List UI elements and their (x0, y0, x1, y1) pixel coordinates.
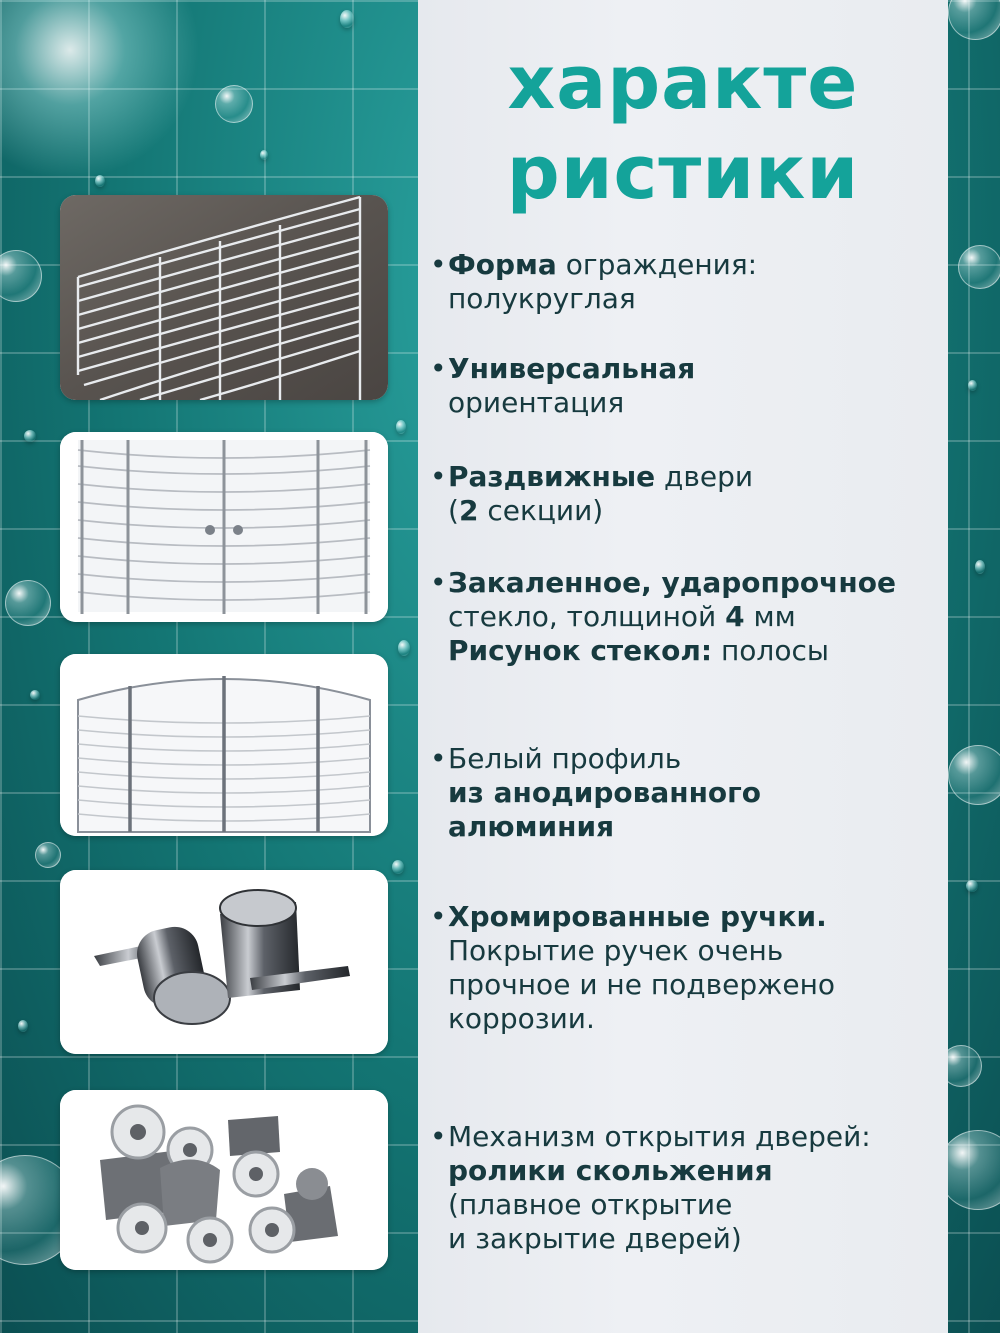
feature-text: Белый профиль (448, 742, 682, 775)
feature-text: Хромированные ручки. (448, 900, 827, 933)
feature-text: ориентация (448, 386, 625, 419)
water-drop (18, 1020, 28, 1032)
shower-corner-photo (60, 195, 388, 400)
water-drop (396, 420, 406, 434)
feature-line (430, 352, 950, 386)
water-drop (966, 880, 978, 892)
page-title (418, 38, 948, 218)
feature-text: ролики скольжения (448, 1154, 773, 1187)
feature-line (430, 900, 950, 934)
bullet-icon: • (430, 460, 447, 493)
feature-text: 2 (458, 494, 479, 527)
water-drop (24, 430, 36, 442)
feature-line (430, 934, 950, 968)
feature-text: стекло, толщиной (448, 600, 726, 633)
feature-text: и закрытие дверей) (448, 1222, 742, 1255)
feature-text: мм (744, 600, 796, 633)
bubble-decoration (948, 745, 1000, 805)
feature-text: коррозии. (448, 1002, 595, 1035)
feature-text: Универсальная (448, 352, 696, 385)
water-drop (340, 10, 354, 28)
feature-item (430, 742, 950, 844)
water-drop (975, 560, 985, 574)
water-drop (30, 690, 40, 700)
feature-line (430, 386, 950, 420)
title-line-2: ристики (506, 130, 860, 216)
shower-arched-frame (60, 654, 388, 836)
water-drop (398, 640, 410, 656)
water-drop (260, 150, 268, 160)
bubble-decoration (35, 842, 61, 868)
feature-text: секции) (478, 494, 604, 527)
feature-line (430, 968, 950, 1002)
feature-line (430, 810, 950, 844)
water-drop (95, 175, 105, 187)
bullet-icon: • (430, 900, 447, 933)
feature-line (430, 494, 950, 528)
feature-text: ограждения: (556, 248, 758, 281)
feature-line (430, 282, 950, 316)
feature-text: Форма (448, 248, 557, 281)
feature-line (430, 460, 950, 494)
feature-text: полосы (712, 634, 829, 667)
chrome-handles (60, 870, 388, 1054)
bullet-icon: • (430, 248, 447, 281)
feature-line (430, 742, 950, 776)
feature-text: Покрытие ручек очень (448, 934, 784, 967)
feature-item (430, 1120, 950, 1256)
feature-item (430, 248, 950, 316)
feature-text: прочное и не подвержено (448, 968, 836, 1001)
feature-item (430, 352, 950, 420)
bullet-icon: • (430, 742, 447, 775)
bullet-icon: • (430, 566, 447, 599)
feature-line (430, 1002, 950, 1036)
feature-text: Механизм открытия дверей: (448, 1120, 871, 1153)
feature-line (430, 1222, 950, 1256)
feature-text: (плавное открытие (448, 1188, 733, 1221)
feature-text: 4 (725, 600, 745, 633)
feature-text: двери (655, 460, 754, 493)
feature-text: Закаленное, ударопрочное (448, 566, 896, 599)
feature-text: Раздвижные (448, 460, 656, 493)
feature-line (430, 566, 950, 600)
feature-line (430, 776, 950, 810)
feature-item (430, 900, 950, 1036)
door-rollers (60, 1090, 388, 1270)
bubble-decoration (958, 245, 1000, 289)
feature-text: Рисунок стекол: (448, 634, 713, 667)
feature-line (430, 600, 950, 634)
feature-text: полукруглая (448, 282, 636, 315)
bubble-decoration (5, 580, 51, 626)
feature-line (430, 1154, 950, 1188)
feature-text: из анодированного (448, 776, 762, 809)
feature-text: алюминия (448, 810, 615, 843)
feature-item (430, 566, 950, 668)
shower-front-view (60, 432, 388, 622)
water-drop (392, 860, 404, 874)
feature-line (430, 1188, 950, 1222)
water-drop (968, 380, 977, 391)
bubble-decoration (215, 85, 253, 123)
feature-item (430, 460, 950, 528)
feature-line (430, 1120, 950, 1154)
feature-text: ( (448, 494, 459, 527)
feature-line (430, 248, 950, 282)
feature-line (430, 634, 950, 668)
title-line-1: характе (507, 40, 859, 126)
bullet-icon: • (430, 1120, 447, 1153)
bullet-icon: • (430, 352, 447, 385)
